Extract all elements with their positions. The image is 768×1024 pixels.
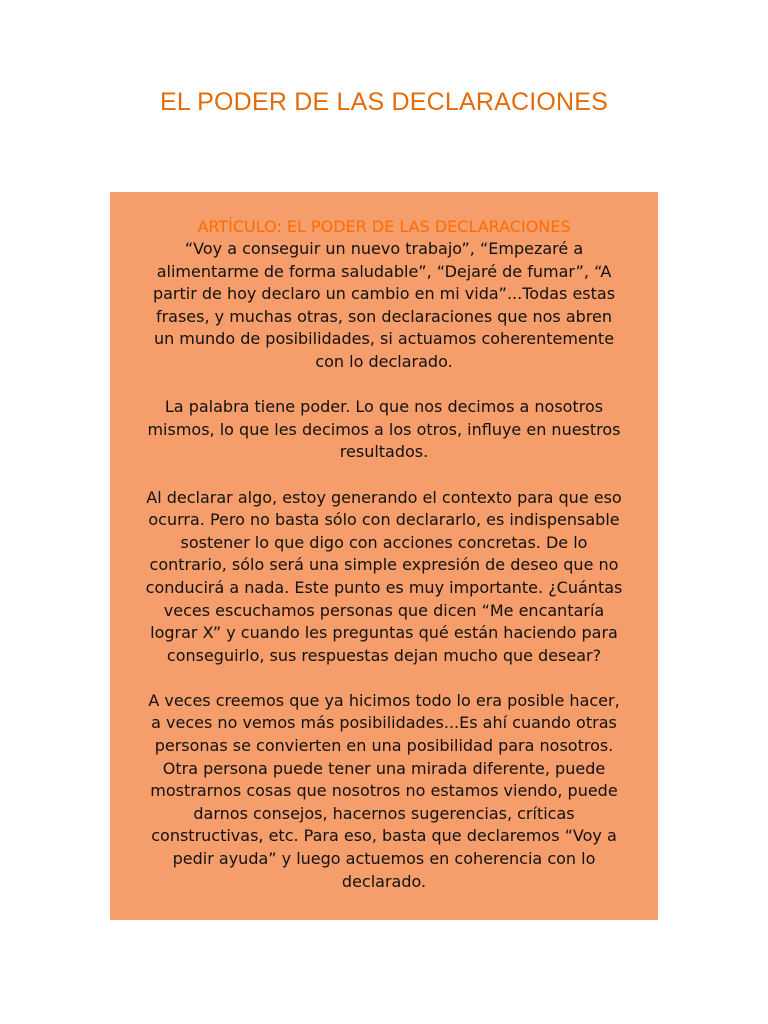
article-heading: ARTÍCULO: EL PODER DE LAS DECLARACIONES bbox=[197, 217, 571, 236]
article-paragraph-3: Al declarar algo, estoy generando el contexto para que eso ocurra. Pero no basta sólo con declararlo, es indispensable sostener lo que digo con acciones concretas. De lo contrario, sólo será una simple expresión de deseo que no conducirá a nada. Este punto es muy importante. ¿Cuántas veces escuchamos personas que dicen “Me encantaría lograr X” y cuando les preguntas qué están haciendo para conseguirlo, sus respuestas dejan mucho que desear? bbox=[145, 487, 623, 665]
page-title: EL PODER DE LAS DECLARACIONES bbox=[159, 88, 609, 116]
article-paragraph-4: A veces creemos que ya hicimos todo lo era posible hacer, a veces no vemos más posibilidades...Es ahí cuando otras personas se convierten en una posibilidad para nosotros. Otra persona puede tener una mirada diferente, puede mostrarnos cosas que nosotros no estamos viendo, puede darnos consejos, hacernos sugerencias, críticas constructivas, etc. Para eso, basta que declaremos “Voy a pedir ayuda” y luego actuemos en coherencia con lo declarado. bbox=[148, 690, 620, 891]
article-paragraph-1: “Voy a conseguir un nuevo trabajo”, “Empezaré a alimentarme de forma saludable”, “Dejaré de fumar”, “A partir de hoy declaro un cambio en mi vida”...Todas estas frases, y muchas otras, son declaraciones que nos abren un mundo de posibilidades, si actuamos coherentemente con lo declarado. bbox=[152, 239, 616, 371]
article-box bbox=[110, 192, 658, 920]
article-paragraph-2: La palabra tiene poder. Lo que nos decimos a nosotros mismos, lo que les decimos a los otros, influye en nuestros resultados. bbox=[147, 397, 621, 462]
